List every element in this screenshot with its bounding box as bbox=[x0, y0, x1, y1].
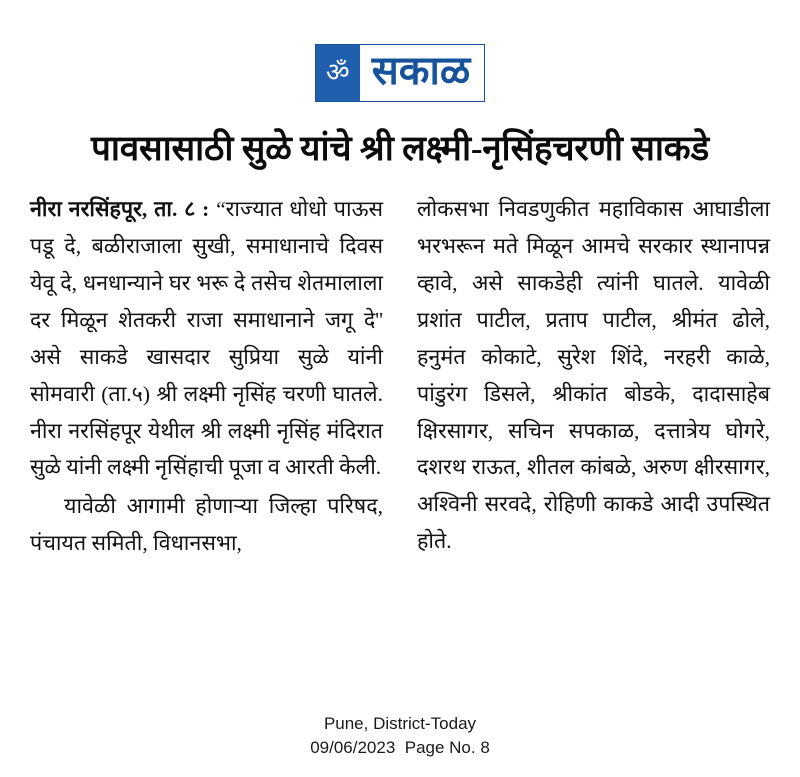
paragraph-text: “राज्यात धोधो पाऊस पडू दे, बळीराजाला सुखी, समाधानाचे दिवस येवू दे, धनधान्याने घर भरू दे तसेच शेतमालाला दर मिळून शेतकरी राजा समाधानाने जगू दे'' असे साकडे खासदार सुप्रिया सुळे यांनी सोमवारी (ता.५) श्री लक्ष्मी नृसिंह चरणी घातले. नीरा नरसिंहपूर येथील श्री लक्ष्मी नृसिंह मंदिरात सुळे यांनी लक्ष्मी नृसिंहाची पूजा व आरती केली. bbox=[30, 196, 383, 480]
publication-name: सकाळ bbox=[360, 45, 485, 101]
clipping-source-footer bbox=[30, 712, 770, 761]
paragraph bbox=[417, 191, 770, 561]
paragraph-text: लोकसभा निवडणुकीत महाविकास आघाडीला भरभरून मते मिळून आमचे सरकार स्थानापन्न व्हावे, असे साकडेही त्यांनी घातले. यावेळी प्रशांत पाटील, प्रताप पाटील, श्रीमंत ढोले, हनुमंत कोकाटे, सुरेश शिंदे, नरहरी काळे, पांडुरंग डिसले, श्रीकांत बोडके, दादासाहेब क्षिरसागर, सचिन सपकाळ, दत्तात्रेय घोगरे, दशरथ राऊत, शीतल कांबळे, अरुण क्षीरसागर, अश्विनी सरवदे, रोहिणी काकडे आदी उपस्थित होते. bbox=[417, 196, 770, 554]
publication-logo bbox=[315, 44, 486, 102]
paragraph bbox=[30, 488, 383, 562]
dateline: नीरा नरसिंहपूर, ता. ८ : bbox=[30, 196, 217, 221]
sakal-emblem-icon: ॐ bbox=[316, 45, 360, 101]
source-location: Pune, District-Today bbox=[323, 713, 477, 733]
paragraph-text: यावेळी आगामी होणाऱ्या जिल्हा परिषद, पंचायत समिती, विधानसभा, bbox=[30, 494, 383, 556]
article-body bbox=[30, 191, 770, 700]
article-column-left bbox=[30, 191, 383, 700]
page-title: पावसासाठी सुळे यांचे श्री लक्ष्मी-नृसिंहचरणी साकडे bbox=[90, 129, 710, 168]
source-date-page: 09/06/2023 Page No. 8 bbox=[310, 738, 490, 758]
paragraph bbox=[30, 191, 383, 487]
article-column-right bbox=[417, 191, 770, 700]
masthead bbox=[315, 44, 486, 102]
